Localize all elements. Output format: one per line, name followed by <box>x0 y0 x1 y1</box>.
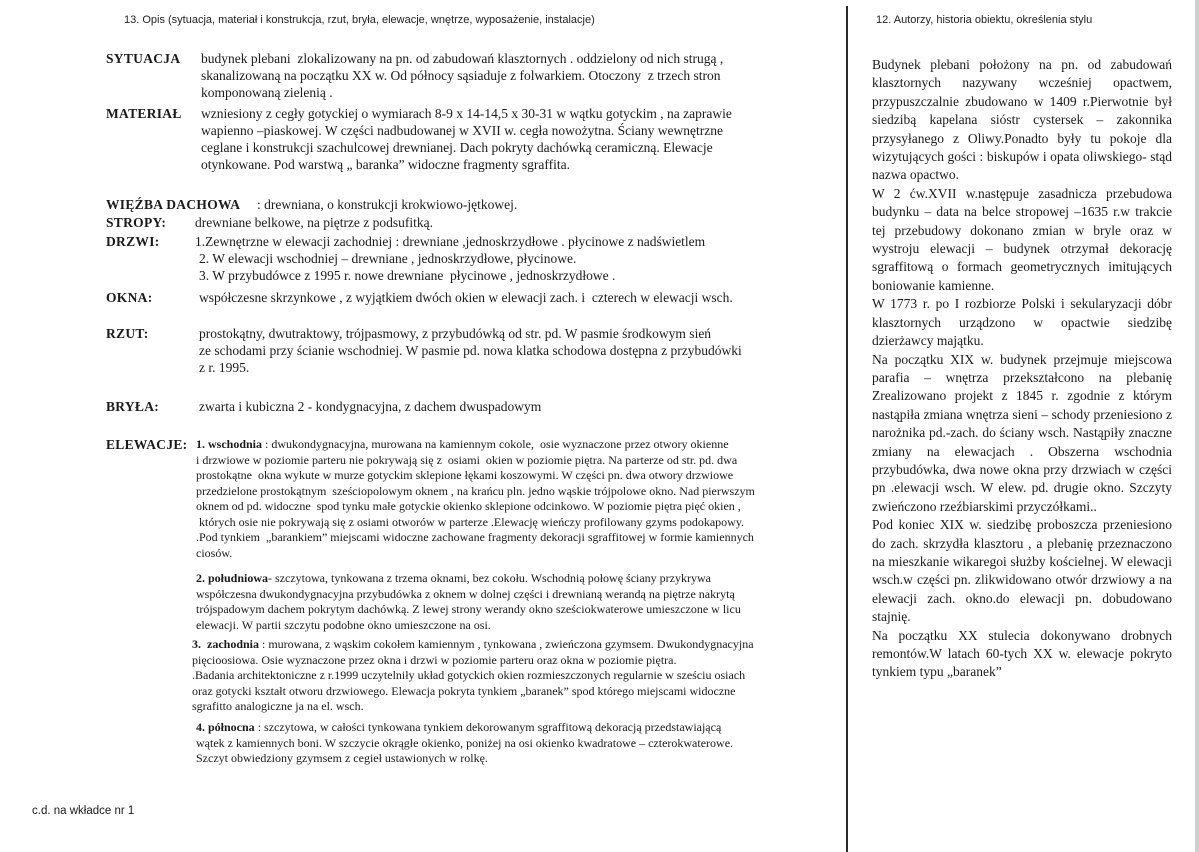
material-label: MATERIAŁ <box>106 106 182 121</box>
history-paragraph: W 1773 r. po I rozbiorze Polski i sekularyzacji dóbr klasztornych urządzono w opactwie siedzibę dzierżawcy majątku. <box>872 296 1172 349</box>
sytuacja-text: budynek plebani zlokalizowany na pn. od zabudowań klasztornych . oddzielony od nich strugą , skanalizowaną na początku XX w. Od północy sąsiaduje z folwarkiem. Otoczony z trzech stron komponowaną zielenią . <box>201 51 724 100</box>
elewacja-zachodnia-text: : murowana, z wąskim cokołem kamiennym , tynkowana , zwieńczona gzymsem. Dwukondygnacyjna pięcioosiowa. Osie wyznaczone przez okna i drzwi w poziomie parteru oraz okna w poziomie piętra. .Badania architektoniczne z r.1999 uczytelniły układ gotyckich okien rozmieszczonych regularnie w sześciu osiach oraz gotycki kształt otworu drzwiowego. Elewacja pokryta tynkiem „baranek” spod którego miejscami widoczne sgrafitto analogiczne ja na el. wsch. <box>192 637 754 713</box>
elewacja-poludniowa-title: 2. południowa <box>196 571 269 585</box>
bryla-label: BRYŁA: <box>106 399 160 414</box>
elewacja-polnocna-title: 4. północna <box>196 720 255 734</box>
wiezba-text: : drewniana, o konstrukcji krokwiowo-jętkowej. <box>257 197 518 212</box>
history-paragraph: Pod koniec XIX w. siedzibę proboszcza przeniesiono do zach. skrzydła klasztoru , a plebanię przeznaczono na mieszkanie wikaregoi służby kościelnej. W elewacji wsch.w części pn. zlikwidowano otwór drzwiowy a na elewacji zach. okno.do elewacji pn. dobudowano stajnię. <box>872 517 1172 625</box>
drzwi-line-2: 2. W elewacji wschodniej – drewniane , jednoskrzydłowe, płycinowe. <box>199 251 577 266</box>
rzut-text: prostokątny, dwutraktowy, trójpasmowy, z przybudówką od str. pd. W pasmie środkowym sień ze schodami przy ścianie wschodniej. W pasmie pd. nowa klatka schodowa dostępna z przybudówki z r. 1995. <box>199 326 742 375</box>
continuation-note: c.d. na wkładce nr 1 <box>32 805 135 817</box>
elewacja-wschodnia-text: : dwukondygnacyjna, murowana na kamiennym cokole, osie wyznaczone przez otwory okienne i drzwiowe w poziomie parteru nie pokrywają się z osiami okien w poziomie piętra. Na parterze od str. pd. dwa prostokątne okna wykute w murze gotyckim sklepione łękami koszowymi. W części pn. dwa otwory drzwiowe przedzielone prostokątnym sześciopolowym oknem , na krańcu pln. jedno wąskie trójpolowe okno. Nad pierwszym oknem od pd. widoczne spod tynku małe gotyckie okienko sklepione odcinkowo. W poziomie piętra pięć okien , których osie nie pokrywają się z osiami otworów w parterze .Elewację wieńczy profilowany gzyms podokapowy. .Pod tynkiem „barankiem” miejscami widoczne zachowane fragmenty dekoracji sgraffitowej w formie kamiennych ciosów. <box>196 437 755 560</box>
elewacja-polnocna <box>196 720 876 767</box>
sytuacja-label: SYTUACJA <box>106 51 181 66</box>
history-paragraph: Na początku XX stulecia dokonywano drobnych remontów.W latach 60-tych XX w. elewacje pokryto tynkiem typu „baranek” <box>872 627 1172 680</box>
okna-text: współczesne skrzynkowe , z wyjątkiem dwóch okien w elewacji zach. i czterech w elewacji wsch. <box>199 290 733 305</box>
elewacja-polnocna-text: : szczytowa, w całości tynkowana tynkiem dekorowanym sgraffitową dekoracją przedstawiającą wątek z kamiennych boni. W szczycie okrągłe okienko, poniżej na osi okienko kwadratowe – czterokwaterowe. Szczyt obwiedziony gzymsem z cegieł ustawionych w rolkę. <box>196 720 734 765</box>
elewacja-poludniowa-text: - szczytowa, tynkowana z trzema oknami, bez cokołu. Wschodnią połowę ściany przykrywa współczesna dwukondygnacyjna przybudówka z oknem w dolnej części i drewnianą werandą na piętrze nakrytą trójspadowym dachem pokrytym dachówką. Z lewej strony werandy okno sześciokwaterowe umieszczone w licu elewacji. W partii szczytu podobne okno umieszczone na osi. <box>196 571 741 632</box>
section-13-header: 13. Opis (sytuacja, materiał i konstrukcja, rzut, bryła, elewacje, wnętrze, wyposażenie, instalacje) <box>124 14 595 26</box>
drzwi-line-1: 1.Zewnętrzne w elewacji zachodniej : drewniane ,jednoskrzydłowe . płycinowe z nadświetlem <box>195 234 706 249</box>
wiezba-label: WIĘŹBA DACHOWA <box>106 197 241 212</box>
okna-label: OKNA: <box>106 290 153 305</box>
history-paragraph: Na początku XIX w. budynek przejmuje miejscowa parafia – wnętrza przekształcono na plebanię Zrealizowano projekt z 1845 r. zgodnie z którym nastąpiła zmiana wnętrza sieni – schody przeniesiono z narożnika pd.-zach. do ściany wsch. Nastąpiły znaczne zmiany na elewacjach . Obszerna wschodnia przybudówka, dwa nowe okna przy drzwiach w części pn .elewacji wsch. W elew. pd. drugie okno. Szczyty zwieńczono rzeźbiarskimi przyczółkami.. <box>872 351 1172 514</box>
stropy-text: drewniane belkowe, na piętrze z podsufitką. <box>195 215 434 230</box>
elewacja-wschodnia <box>196 437 876 561</box>
history-paragraph: Budynek plebani położony na pn. od zabudowań klasztornych nazywany wcześniej opactwem, przypuszczalnie zbudowano w 1409 r.Pierwotnie był siedzibą kapelana sióstr cystersek – zakonnika przysyłanego z Oliwy.Ponadto były tu pokoje dla wizytujących gości : biskupów i opata oliwskiego- stąd nazwa opactwo. <box>872 57 1172 183</box>
section-12-header: 12. Autorzy, historia obiektu, określenia stylu <box>876 14 1093 26</box>
scan-edge <box>1195 0 1199 852</box>
elewacja-wschodnia-title: 1. wschodnia <box>196 437 263 451</box>
drzwi-label: DRZWI: <box>106 234 160 249</box>
elewacja-zachodnia <box>192 637 872 715</box>
rzut-label: RZUT: <box>106 326 149 341</box>
elewacja-poludniowa <box>196 571 876 633</box>
history-text <box>872 56 1172 682</box>
history-paragraph: W 2 ćw.XVII w.następuje zasadnicza przebudowa budynku – data na belce stropowej –1635 r.w trakcie tej przebudowy dokonano zmian w bryle oraz w wystroju elewacji – budynek otrzymał dekorację sgraffitową o formach geometrycznych imitujących boniowanie kamienne. <box>872 185 1172 293</box>
elewacja-zachodnia-title: 3. zachodnia <box>192 637 260 651</box>
material-text: wzniesiony z cegły gotyckiej o wymiarach 8-9 x 14-14,5 x 30-31 w wątku gotyckim , na zaprawie wapienno –piaskowej. W części nadbudowanej w XVII w. cegła nowożytna. Ściany wewnętrzne ceglane i konstrukcji szachulcowej drewnianej. Dach pokryty dachówką ceramiczną. Elewacje otynkowane. Pod warstwą „ baranka” widoczne fragmenty sgraffita. <box>201 106 732 172</box>
drzwi-line-3: 3. W przybudówce z 1995 r. nowe drewniane płycinowe , jednoskrzydłowe . <box>199 268 616 283</box>
stropy-label: STROPY: <box>106 215 167 230</box>
elewacje-label: ELEWACJE: <box>106 437 188 452</box>
bryla-text: zwarta i kubiczna 2 - kondygnacyjna, z dachem dwuspadowym <box>199 399 542 414</box>
